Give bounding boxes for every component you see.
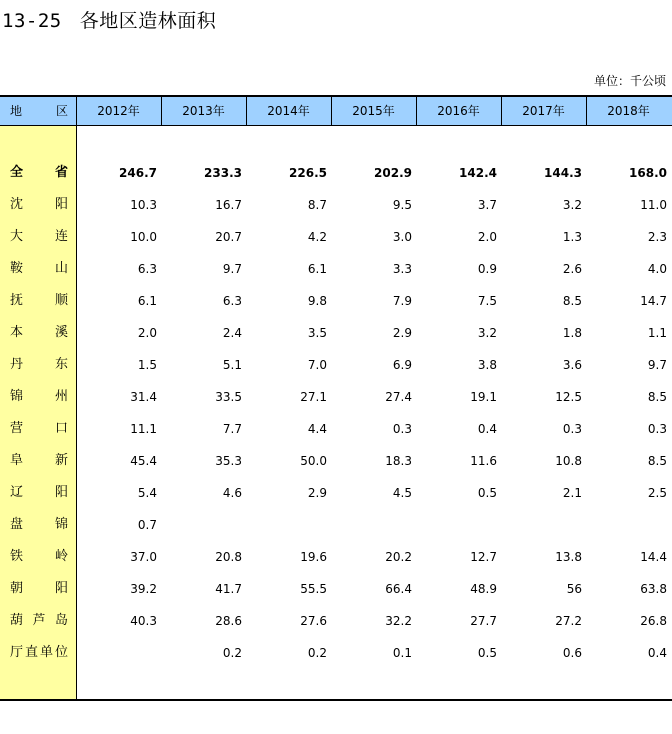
column-header: 2017年 xyxy=(522,104,565,118)
table-row xyxy=(0,157,672,189)
region-name xyxy=(10,189,68,221)
value-cell: 0.5 xyxy=(477,646,497,660)
table-row xyxy=(0,413,672,445)
value-cell: 9.5 xyxy=(392,198,412,212)
region-name xyxy=(10,285,68,317)
value-cell: 0.1 xyxy=(392,646,412,660)
region-name-char: 厅 xyxy=(10,645,24,660)
region-name-char: 山 xyxy=(54,261,68,276)
value-cell: 0.3 xyxy=(392,422,412,436)
value-cell: 56 xyxy=(566,582,582,596)
value-cell: 1.5 xyxy=(137,358,157,372)
value-cell: 48.9 xyxy=(470,582,497,596)
value-cell: 11.6 xyxy=(470,454,497,468)
value-cell: 10.3 xyxy=(130,198,157,212)
region-name xyxy=(10,637,68,669)
value-cell: 0.3 xyxy=(562,422,582,436)
region-name-char: 岛 xyxy=(54,613,68,628)
value-cell: 19.1 xyxy=(470,390,497,404)
value-cell: 33.5 xyxy=(215,390,242,404)
region-name xyxy=(10,349,68,381)
value-cell: 18.3 xyxy=(385,454,412,468)
value-cell: 3.2 xyxy=(562,198,582,212)
value-cell: 2.0 xyxy=(137,326,157,340)
column-header: 2012年 xyxy=(97,104,140,118)
value-cell: 3.5 xyxy=(307,326,327,340)
value-cell: 5.1 xyxy=(222,358,242,372)
region-name-char: 铁 xyxy=(10,549,24,564)
value-cell: 2.0 xyxy=(477,230,497,244)
value-cell: 8.5 xyxy=(647,390,667,404)
value-cell: 20.8 xyxy=(215,550,242,564)
region-name xyxy=(10,221,68,253)
region-name-char: 芦 xyxy=(32,613,46,628)
value-cell: 6.9 xyxy=(392,358,412,372)
region-name-char: 朝 xyxy=(10,581,24,596)
value-cell: 7.0 xyxy=(307,358,327,372)
value-cell: 10.8 xyxy=(555,454,582,468)
table-row xyxy=(0,509,672,541)
region-name xyxy=(10,605,68,637)
value-cell: 1.8 xyxy=(562,326,582,340)
table-row xyxy=(0,221,672,253)
value-cell: 13.8 xyxy=(555,550,582,564)
region-name-char: 盘 xyxy=(10,517,24,532)
value-cell: 6.1 xyxy=(307,262,327,276)
table-row xyxy=(0,253,672,285)
value-cell: 168.0 xyxy=(629,166,667,180)
region-name-char: 锦 xyxy=(54,517,68,532)
value-cell: 8.5 xyxy=(562,294,582,308)
value-cell: 41.7 xyxy=(215,582,242,596)
value-cell: 2.9 xyxy=(307,486,327,500)
value-cell: 16.7 xyxy=(215,198,242,212)
column-header: 2015年 xyxy=(352,104,395,118)
table-row xyxy=(0,349,672,381)
value-cell: 32.2 xyxy=(385,614,412,628)
table-row xyxy=(0,381,672,413)
value-cell: 2.5 xyxy=(647,486,667,500)
value-cell: 6.3 xyxy=(137,262,157,276)
value-cell: 246.7 xyxy=(119,166,157,180)
region-name-char: 口 xyxy=(54,421,68,436)
value-cell: 1.1 xyxy=(647,326,667,340)
value-cell: 0.2 xyxy=(222,646,242,660)
column-header: 2013年 xyxy=(182,104,225,118)
region-name-char: 丹 xyxy=(10,357,24,372)
value-cell: 4.5 xyxy=(392,486,412,500)
value-cell: 39.2 xyxy=(130,582,157,596)
region-name-char: 阜 xyxy=(10,453,24,468)
table-bottom-rule xyxy=(0,699,672,701)
value-cell: 14.4 xyxy=(640,550,667,564)
stub-header-char: 区 xyxy=(55,104,68,118)
value-cell: 11.1 xyxy=(130,422,157,436)
value-cell: 27.7 xyxy=(470,614,497,628)
value-cell: 142.4 xyxy=(459,166,497,180)
value-cell: 50.0 xyxy=(300,454,327,468)
value-cell: 20.7 xyxy=(215,230,242,244)
region-name-char: 岭 xyxy=(54,549,68,564)
value-cell: 226.5 xyxy=(289,166,327,180)
value-cell: 35.3 xyxy=(215,454,242,468)
value-cell: 0.3 xyxy=(647,422,667,436)
region-name-char: 位 xyxy=(54,645,68,660)
region-name-char: 阳 xyxy=(54,485,68,500)
value-cell: 1.3 xyxy=(562,230,582,244)
value-cell: 37.0 xyxy=(130,550,157,564)
value-cell: 8.7 xyxy=(307,198,327,212)
value-cell: 10.0 xyxy=(130,230,157,244)
table-number: 13-25 xyxy=(2,10,62,32)
value-cell: 2.6 xyxy=(562,262,582,276)
region-name-char: 锦 xyxy=(10,389,24,404)
region-name-char: 州 xyxy=(54,389,68,404)
value-cell: 31.4 xyxy=(130,390,157,404)
value-cell: 12.5 xyxy=(555,390,582,404)
value-cell: 0.5 xyxy=(477,486,497,500)
value-cell: 3.3 xyxy=(392,262,412,276)
table-row xyxy=(0,573,672,605)
region-name xyxy=(10,445,68,477)
value-cell: 5.4 xyxy=(137,486,157,500)
value-cell: 9.7 xyxy=(647,358,667,372)
value-cell: 27.6 xyxy=(300,614,327,628)
value-cell: 9.7 xyxy=(222,262,242,276)
value-cell: 11.0 xyxy=(640,198,667,212)
region-name-char: 直 xyxy=(24,645,38,660)
value-cell: 45.4 xyxy=(130,454,157,468)
region-name-char: 葫 xyxy=(10,613,24,628)
value-cell: 3.8 xyxy=(477,358,497,372)
table-row xyxy=(0,541,672,573)
region-name-char: 阳 xyxy=(54,581,68,596)
region-name xyxy=(10,157,68,189)
region-name-char: 溪 xyxy=(54,325,68,340)
value-cell: 0.4 xyxy=(647,646,667,660)
value-cell: 28.6 xyxy=(215,614,242,628)
value-cell: 27.4 xyxy=(385,390,412,404)
region-name-char: 新 xyxy=(54,453,68,468)
value-cell: 0.6 xyxy=(562,646,582,660)
value-cell: 2.4 xyxy=(222,326,242,340)
value-cell: 19.6 xyxy=(300,550,327,564)
value-cell: 7.5 xyxy=(477,294,497,308)
region-name xyxy=(10,253,68,285)
value-cell: 7.7 xyxy=(222,422,242,436)
stub-header xyxy=(10,97,68,125)
table-row xyxy=(0,605,672,637)
value-cell: 202.9 xyxy=(374,166,412,180)
region-name-char: 沈 xyxy=(10,197,24,212)
table-title xyxy=(2,6,216,33)
data-table xyxy=(0,95,672,701)
value-cell: 20.2 xyxy=(385,550,412,564)
value-cell: 2.3 xyxy=(647,230,667,244)
region-name-char: 单 xyxy=(39,645,53,660)
value-cell: 6.1 xyxy=(137,294,157,308)
table-row xyxy=(0,189,672,221)
value-cell: 233.3 xyxy=(204,166,242,180)
value-cell: 9.8 xyxy=(307,294,327,308)
stub-header-char: 地 xyxy=(10,104,23,118)
value-cell: 0.7 xyxy=(137,518,157,532)
region-name-char: 本 xyxy=(10,325,24,340)
region-name-char: 东 xyxy=(54,357,68,372)
value-cell: 7.9 xyxy=(392,294,412,308)
table-row xyxy=(0,317,672,349)
value-cell: 4.2 xyxy=(307,230,327,244)
region-name-char: 鞍 xyxy=(10,261,24,276)
column-header: 2014年 xyxy=(267,104,310,118)
value-cell: 27.2 xyxy=(555,614,582,628)
table-row xyxy=(0,445,672,477)
table-row xyxy=(0,637,672,669)
region-name xyxy=(10,317,68,349)
region-name-char: 全 xyxy=(10,165,24,180)
value-cell: 55.5 xyxy=(300,582,327,596)
table-row xyxy=(0,477,672,509)
value-cell: 66.4 xyxy=(385,582,412,596)
region-name-char: 辽 xyxy=(10,485,24,500)
value-cell: 3.7 xyxy=(477,198,497,212)
value-cell: 0.4 xyxy=(477,422,497,436)
region-name xyxy=(10,573,68,605)
value-cell: 3.0 xyxy=(392,230,412,244)
table-title-text: 各地区造林面积 xyxy=(79,10,217,32)
value-cell: 2.9 xyxy=(392,326,412,340)
value-cell: 8.5 xyxy=(647,454,667,468)
column-header: 2018年 xyxy=(607,104,650,118)
value-cell: 4.4 xyxy=(307,422,327,436)
region-name-char: 顺 xyxy=(54,293,68,308)
region-name-char: 抚 xyxy=(10,293,24,308)
header-bottom-rule xyxy=(0,125,672,126)
region-name xyxy=(10,381,68,413)
region-name xyxy=(10,477,68,509)
table-row xyxy=(0,285,672,317)
value-cell: 4.6 xyxy=(222,486,242,500)
value-cell: 144.3 xyxy=(544,166,582,180)
value-cell: 6.3 xyxy=(222,294,242,308)
value-cell: 63.8 xyxy=(640,582,667,596)
value-cell: 26.8 xyxy=(640,614,667,628)
region-name-char: 大 xyxy=(10,229,24,244)
value-cell: 0.2 xyxy=(307,646,327,660)
region-name xyxy=(10,509,68,541)
region-name-char: 省 xyxy=(54,165,68,180)
value-cell: 0.9 xyxy=(477,262,497,276)
region-name-char: 营 xyxy=(10,421,24,436)
value-cell: 3.2 xyxy=(477,326,497,340)
unit-label: 单位：千公顷 xyxy=(593,74,666,88)
region-name-char: 阳 xyxy=(54,197,68,212)
region-name xyxy=(10,413,68,445)
region-name xyxy=(10,541,68,573)
value-cell: 14.7 xyxy=(640,294,667,308)
value-cell: 3.6 xyxy=(562,358,582,372)
region-name-char: 连 xyxy=(54,229,68,244)
value-cell: 27.1 xyxy=(300,390,327,404)
value-cell: 2.1 xyxy=(562,486,582,500)
value-cell: 12.7 xyxy=(470,550,497,564)
value-cell: 4.0 xyxy=(647,262,667,276)
value-cell: 40.3 xyxy=(130,614,157,628)
column-header: 2016年 xyxy=(437,104,480,118)
